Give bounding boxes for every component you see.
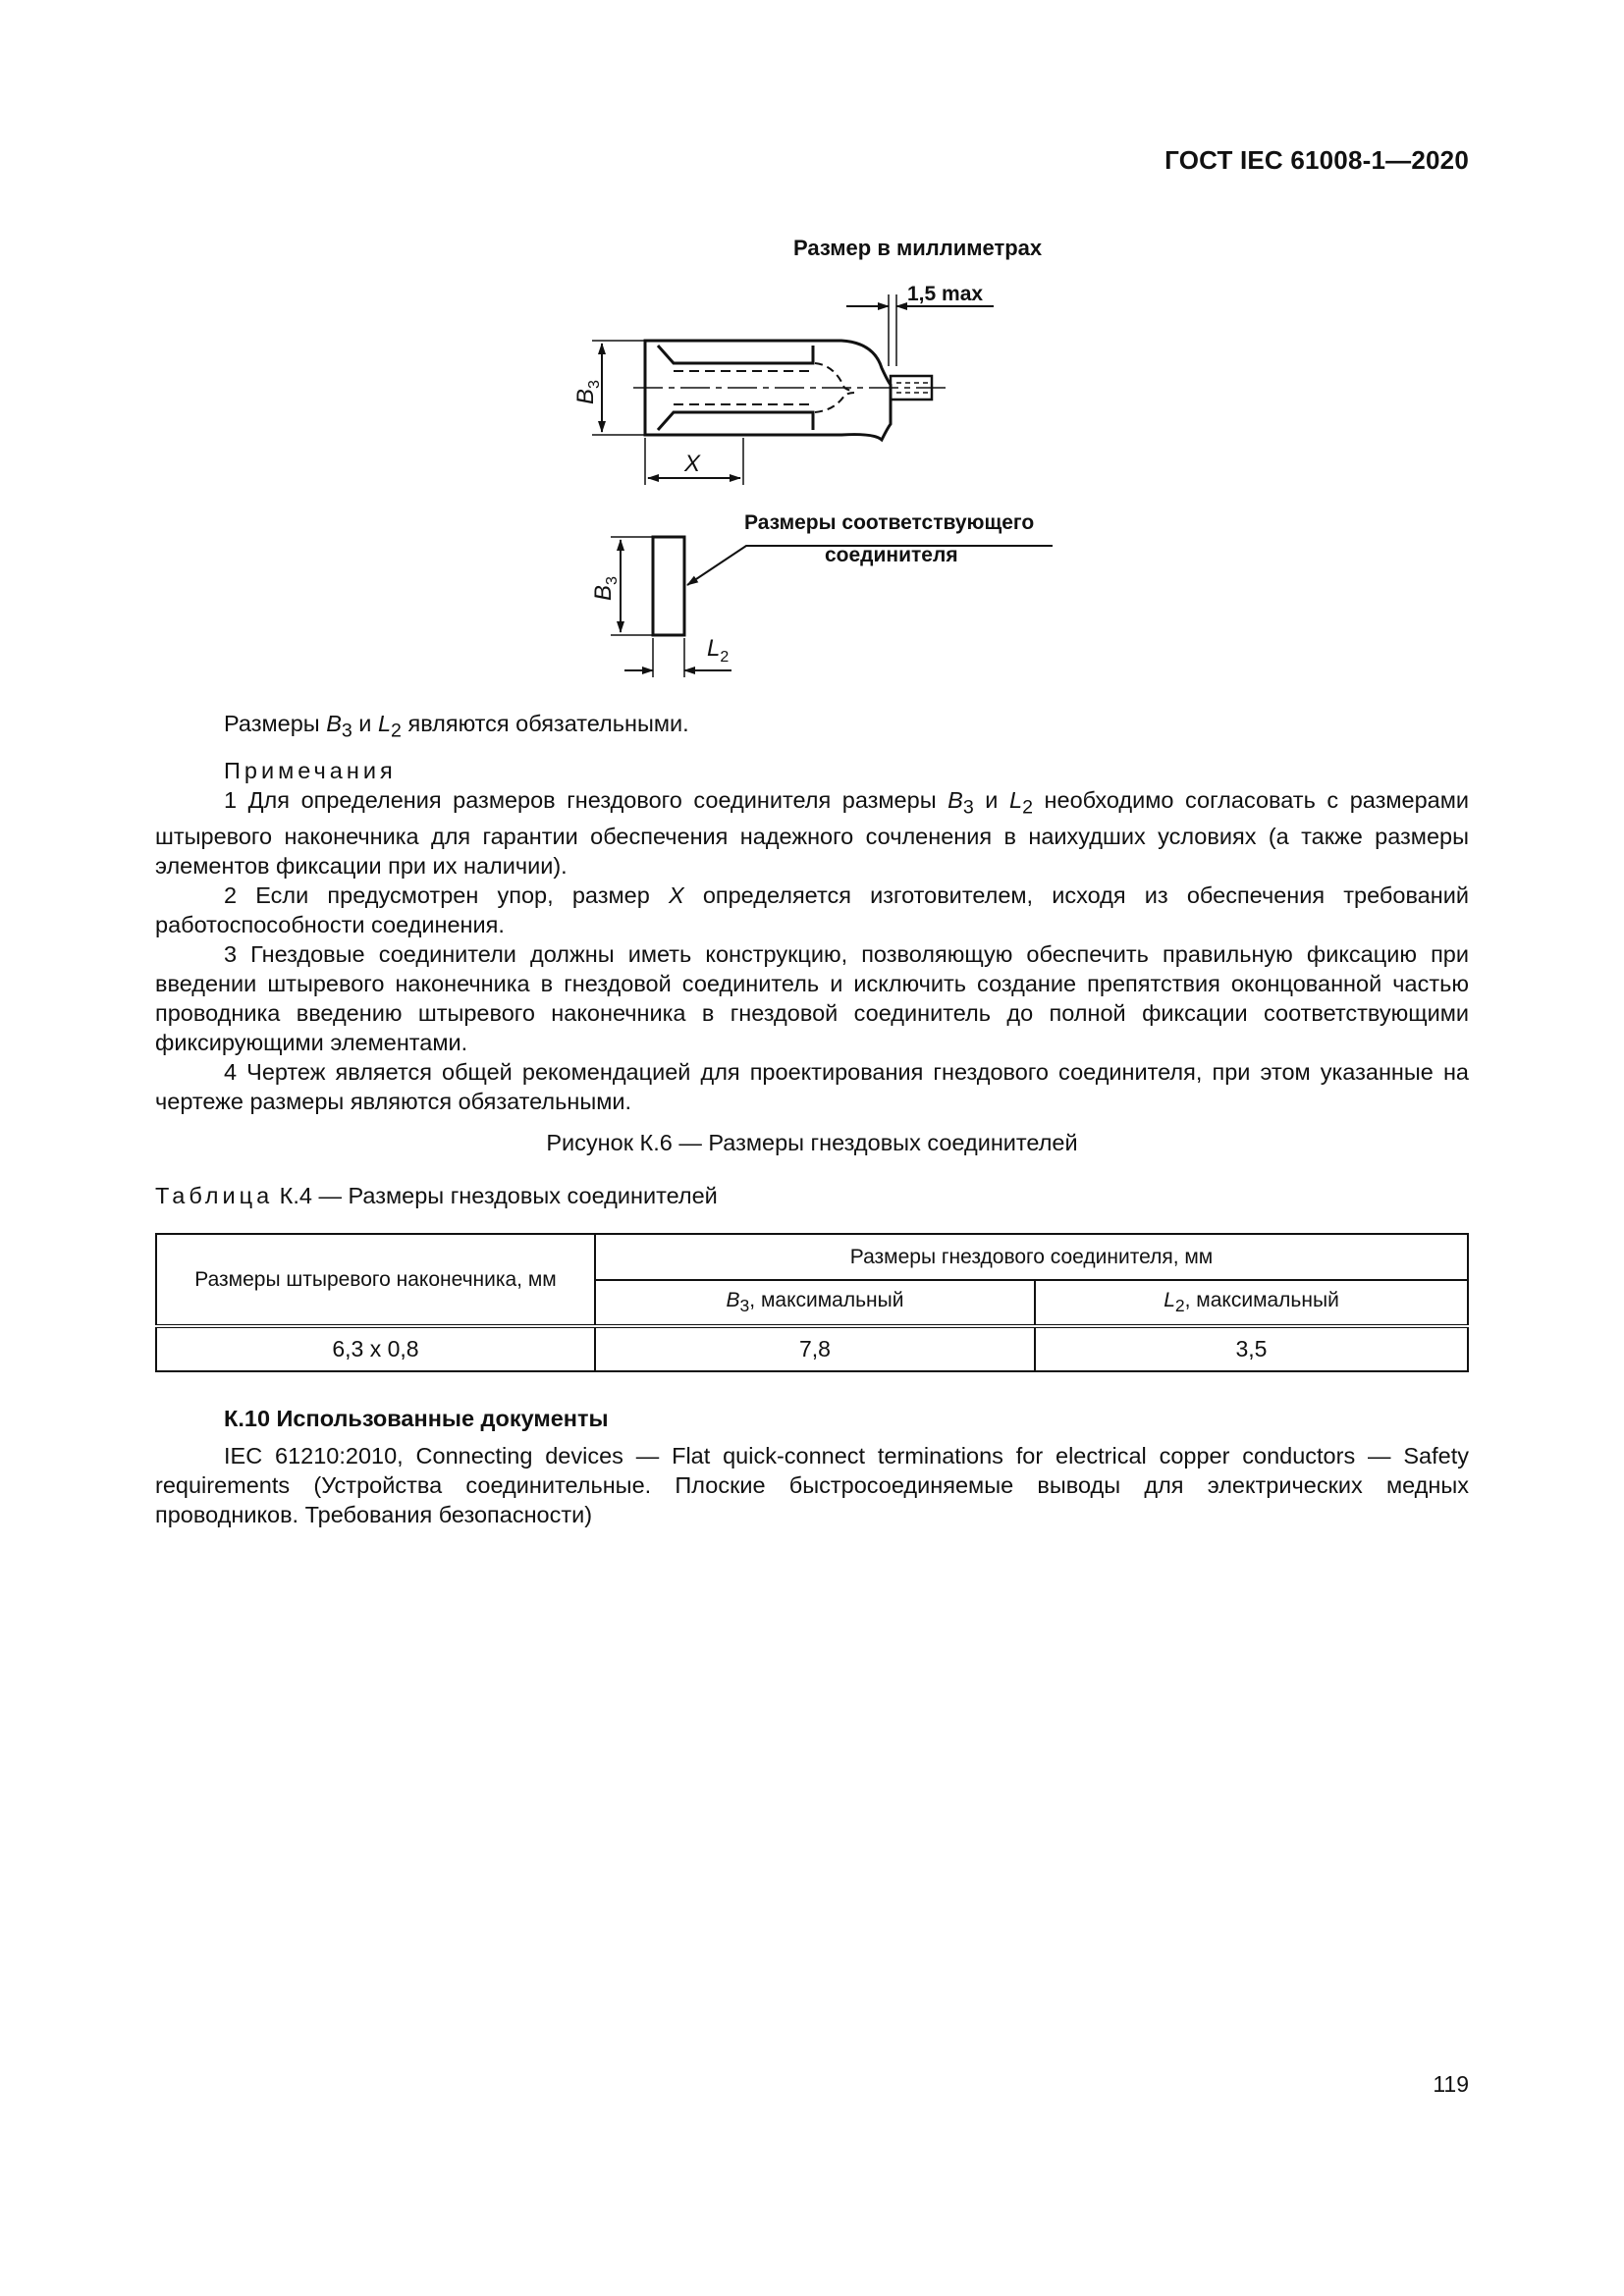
dimensions-table [155, 1233, 1469, 1372]
table-title: Таблица К.4 — Размеры гнездовых соединителей [155, 1183, 718, 1208]
note-3: 3 Гнездовые соединители должны иметь конструкцию, позволяющую обеспечить правильную фиксацию при введении штыревого наконечника в гнездовой соединитель и исключить создание препятствия оконцованной частью проводника введению штыревого наконечника в гнездовой соединитель до полной фиксации соответствующими фиксирующими элементами. [155, 941, 1469, 1056]
notes-title: Примечания [224, 757, 397, 783]
fig-b3-lower: $B_3$ [590, 576, 621, 601]
note-1: 1 Для определения размеров гнездового соединителя размеры $B_3$ и $L_2$ необходимо согласовать с размерами штыревого наконечника для гарантии обеспечения надежного сочленения в наихудших условиях (а также размеры элементов фиксации при их наличии). [155, 786, 1470, 880]
callout-line-1: Размеры соответствующего [744, 511, 1035, 534]
connector-drawing [0, 0, 1624, 707]
callout-line-2: соединителя [825, 544, 958, 566]
mandatory-text: Размеры $B_3$ и $L_2$ являются обязательными. [224, 711, 689, 742]
page-number: 119 [1433, 2071, 1469, 2097]
cell-b3: 7,8 [595, 1326, 1035, 1371]
standard-header: ГОСТ IEC 61008-1—2020 [1164, 145, 1469, 175]
note-4: 4 Чертеж является общей рекомендацией для проектирования гнездового соединителя, при этом указанные на чертеже размеры являются обязательными. [155, 1059, 1469, 1115]
section-heading: К.10 Использованные документы [224, 1406, 609, 1431]
section-k10 [155, 1404, 1469, 1529]
fig-x-label: X [684, 451, 701, 477]
fig-l2-label: $L_2$ [707, 635, 730, 666]
section-body: IEC 61210:2010, Connecting devices — Flat quick-connect terminations for electrical copper conductors — Safety requirements (Устройства соединительные. Плоские быстросоединяемые выводы для электрических медных проводников. Требования безопасности) [155, 1443, 1469, 1527]
group-header: Размеры гнездового соединителя, мм [595, 1234, 1468, 1280]
units-note: Размер в миллиметрах [793, 236, 1043, 260]
cell-pin: 6,3 x 0,8 [156, 1326, 595, 1371]
col1-header: Размеры штыревого наконечника, мм [156, 1234, 595, 1326]
dim-max-label: 1,5 max [907, 283, 984, 305]
notes-block [155, 709, 1469, 1157]
cell-l2: 3,5 [1035, 1326, 1468, 1371]
note-2: 2 Если предусмотрен упор, размер X определяется изготовителем, исходя из обеспечения требований работоспособности соединения. [155, 882, 1469, 938]
col2-header: $B_3$, максимальный [595, 1280, 1035, 1326]
figure-k6 [0, 0, 1624, 707]
figure-caption: Рисунок К.6 — Размеры гнездовых соединителей [546, 1130, 1078, 1156]
table-row [156, 1326, 1468, 1371]
col3-header: $L_2$, максимальный [1035, 1280, 1468, 1326]
fig-b3-upper: $B_3$ [572, 380, 603, 404]
